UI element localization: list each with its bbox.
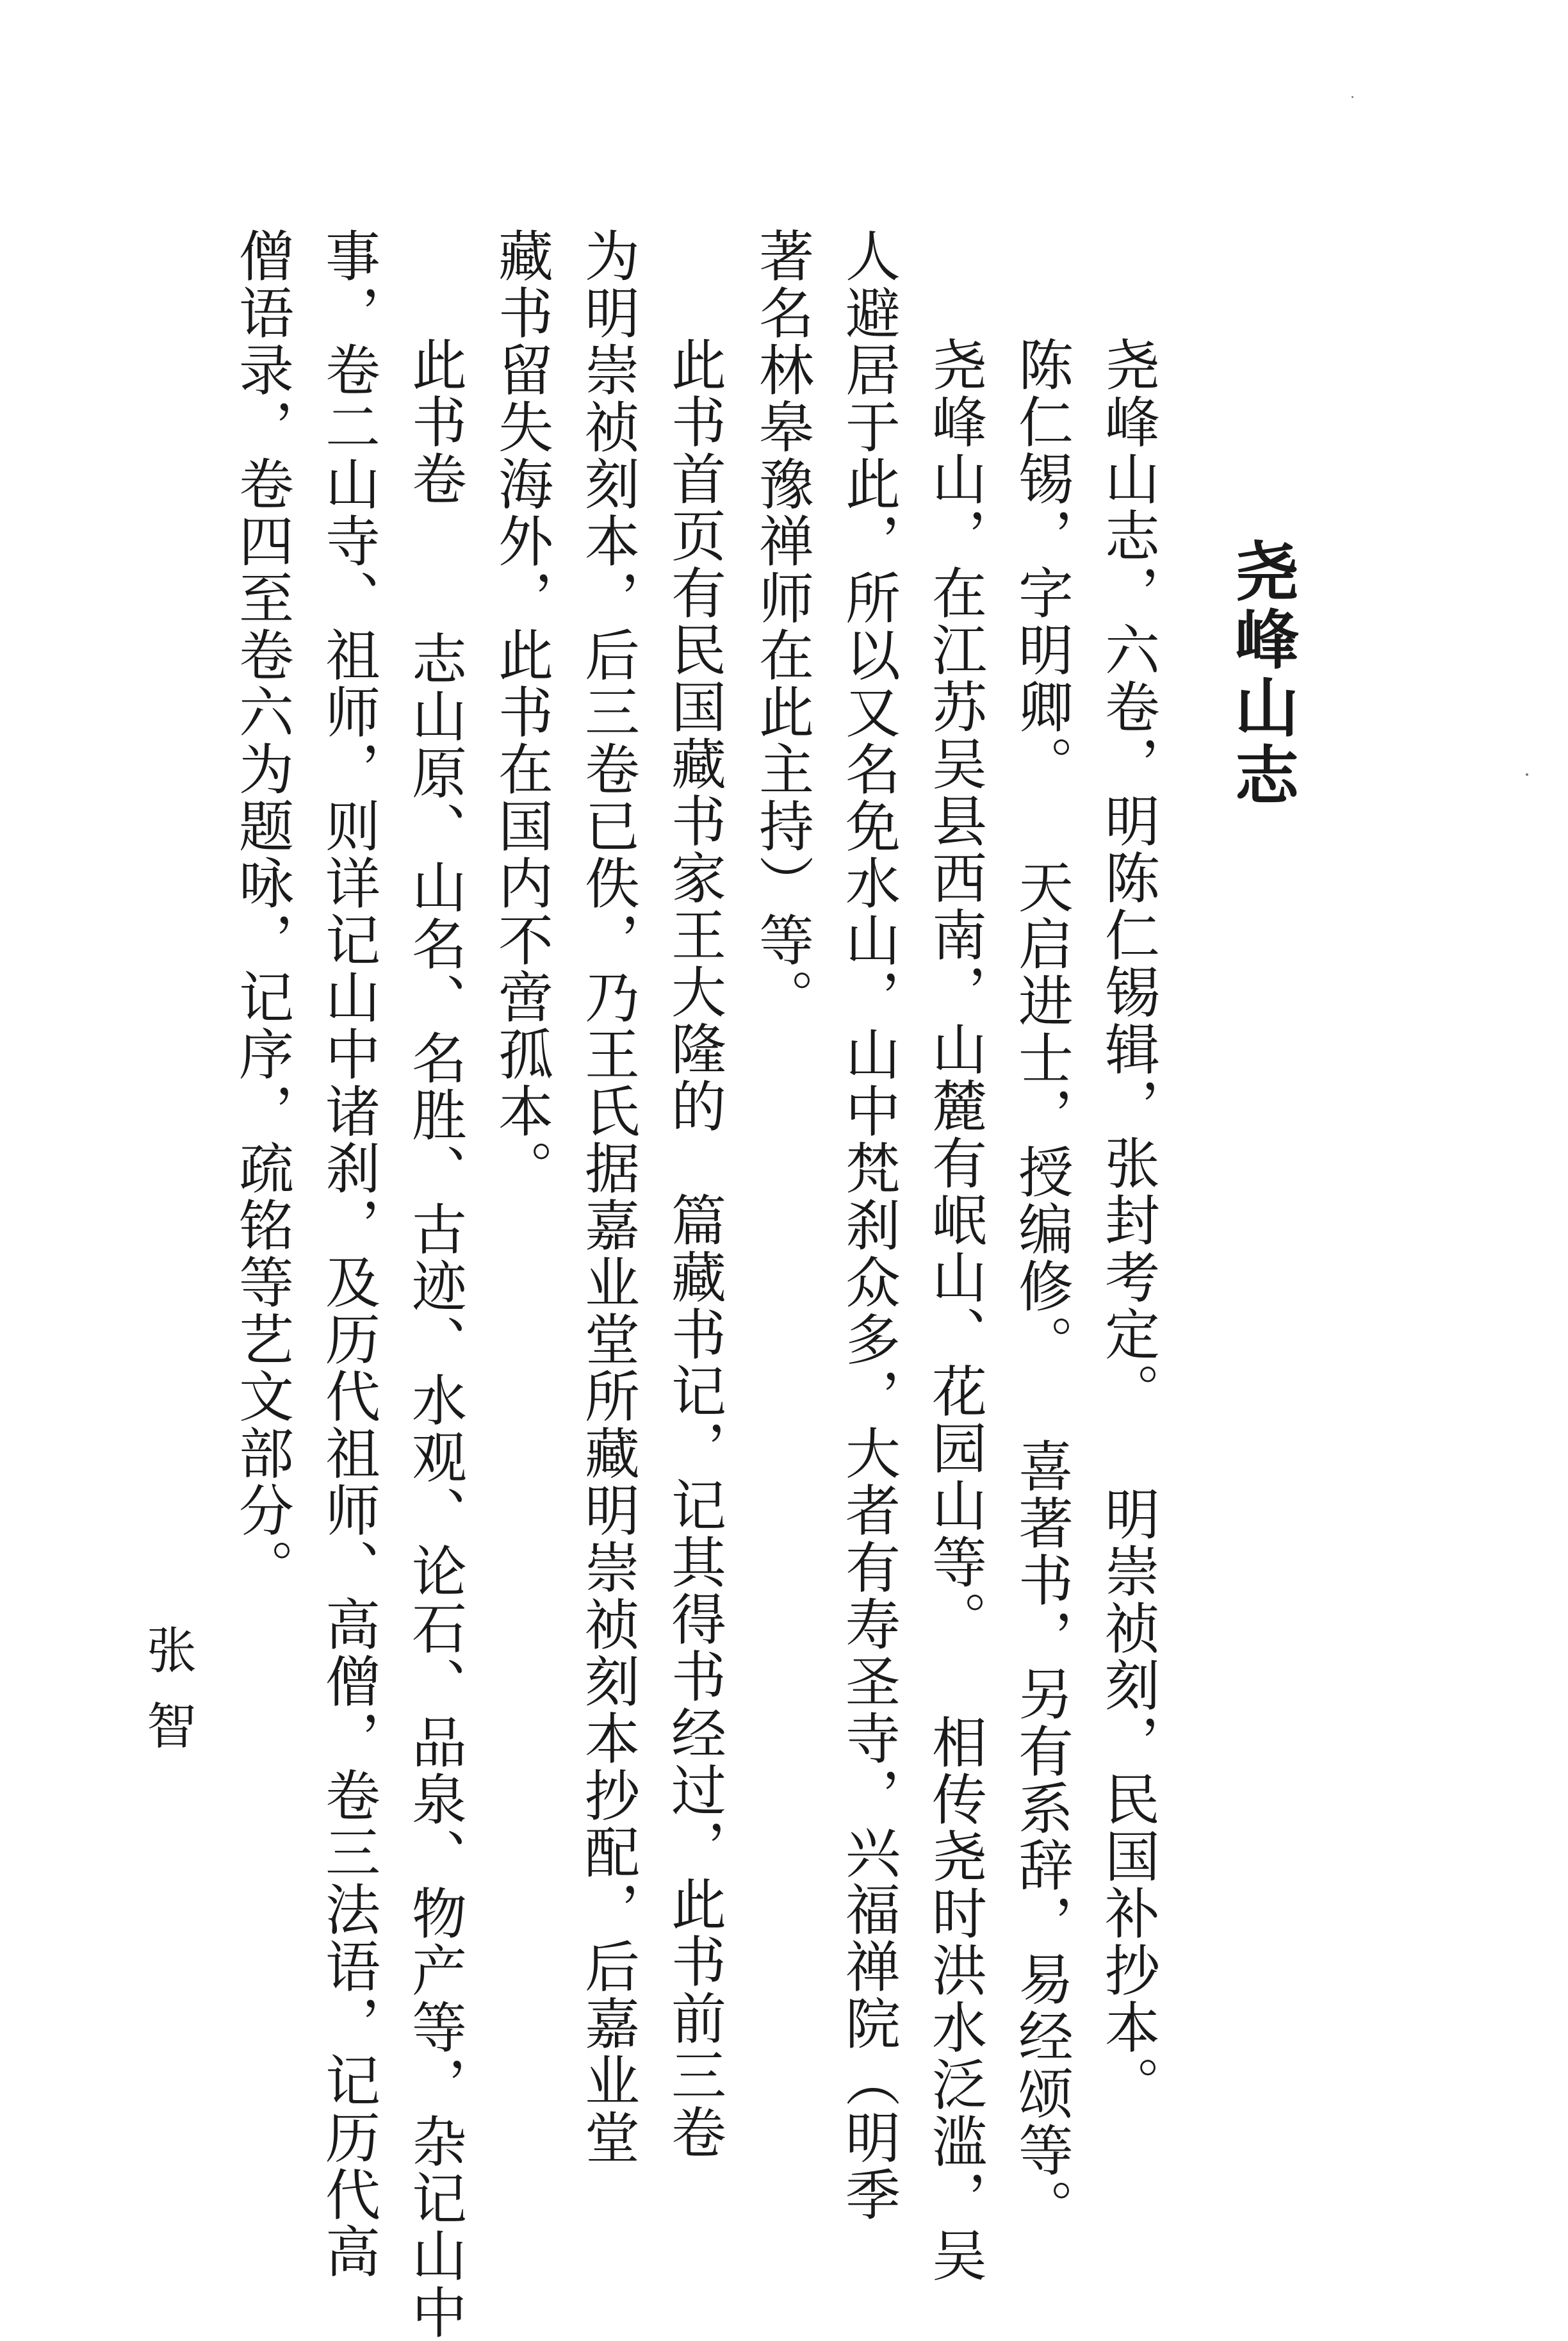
- author-signature: 张智: [138, 1624, 196, 1775]
- scan-speck: [1526, 773, 1528, 776]
- text-column-11: 僧语录，卷四至卷六为题咏，记序，疏铭等艺文部分。: [229, 227, 293, 1596]
- scan-speck: [1352, 96, 1353, 98]
- text-column-2: 陈仁锡，字明卿。 天启进士，授编修。 喜著书，另有系辞，易经颂等。: [1009, 336, 1073, 2236]
- text-column-9: 此书卷 志山原、山名、名胜、古迹、水观、论石、品泉、物产等，杂记山中: [402, 336, 466, 2341]
- text-column-5: 著名林皋豫禅师在此主持）等。: [749, 227, 813, 1026]
- text-column-4: 人避居于此，所以又名免水山，山中梵刹众多，大者有寿圣寺，兴福禅院（明季: [836, 227, 900, 2223]
- text-column-10: 事，卷二山寺、祖师，则详记山中诸刹，及历代祖师、高僧，卷三法语，记历代高: [316, 227, 380, 2280]
- text-column-3: 尧峰山，在江苏吴县西南，山麓有岷山、花园山等。 相传尧时洪水泛滥，吴: [922, 336, 986, 2284]
- text-column-6: 此书首页有民国藏书家王大隆的 篇藏书记，记其得书经过，此书前三卷: [662, 336, 726, 2161]
- text-column-1: 尧峰山志，六卷，明陈仁锡辑，张封考定。 明崇祯刻，民国补抄本。: [1095, 336, 1159, 2113]
- text-column-7: 为明崇祯刻本，后三卷已佚，乃王氏据嘉业堂所藏明崇祯刻本抄配，后嘉业堂: [575, 227, 639, 2166]
- text-column-8: 藏书留失海外，此书在国内不啻孤本。: [489, 227, 553, 1197]
- page-title: 尧峰山志: [1224, 538, 1300, 810]
